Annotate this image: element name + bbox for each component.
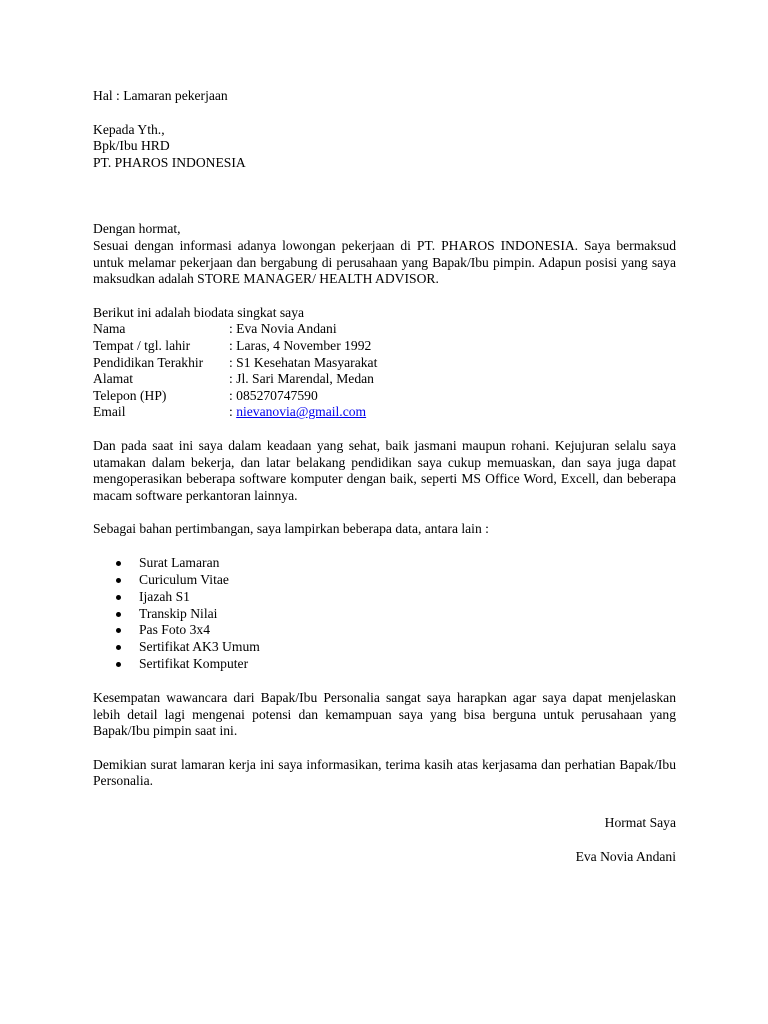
sign-off: Hormat Saya (604, 815, 676, 831)
list-item (93, 656, 676, 673)
list-item (93, 639, 676, 656)
biodata-label: Email (93, 404, 126, 420)
biodata-label: Alamat (93, 371, 134, 387)
biodata-value: : 085270747590 (229, 387, 318, 403)
biodata-value: : Eva Novia Andani (229, 321, 337, 337)
bullet-icon (116, 645, 121, 650)
biodata-label: Nama (93, 321, 126, 337)
interview-paragraph: Kesempatan wawancara dari Bapak/Ibu Personalia sangat saya harapkan agar saya dapat menjelaskan lebih detail lagi mengenai potensi dan kemampuan saya yang bisa berguna untuk perusahaan yang Bapak/Ibu pimpin saat ini. (93, 690, 676, 739)
biodata-row (93, 388, 676, 405)
bullet-icon (116, 612, 121, 617)
biodata-row (93, 371, 676, 388)
biodata-value: : Laras, 4 November 1992 (229, 337, 372, 353)
list-item (93, 572, 676, 589)
attachments-list (93, 555, 676, 673)
list-item-label: Sertifikat AK3 Umum (139, 639, 260, 655)
bullet-icon (116, 628, 121, 633)
bullet-icon (116, 595, 121, 600)
biodata-row (93, 355, 676, 372)
list-item (93, 606, 676, 623)
bullet-icon (116, 578, 121, 583)
biodata-row (93, 338, 676, 355)
list-item-label: Pas Foto 3x4 (139, 622, 211, 638)
list-item-label: Curiculum Vitae (139, 571, 229, 587)
biodata-row-email (93, 404, 676, 421)
bullet-icon (116, 561, 121, 566)
email-link[interactable]: nievanovia@gmail.com (236, 404, 367, 420)
biodata-label: Pendidikan Terakhir (93, 354, 204, 370)
biodata-heading: Berikut ini adalah biodata singkat saya (93, 304, 305, 320)
signature-name: Eva Novia Andani (575, 848, 676, 864)
list-item-label: Sertifikat Komputer (139, 656, 249, 672)
biodata-value (229, 404, 366, 421)
biodata-section (93, 305, 676, 421)
recipient-line: Bpk/Ibu HRD (93, 138, 170, 154)
biodata-value: : Jl. Sari Marendal, Medan (229, 371, 374, 387)
biodata-value: : S1 Kesehatan Masyarakat (229, 354, 378, 370)
greeting: Dengan hormat, (93, 221, 181, 237)
list-item (93, 555, 676, 572)
attachments-intro: Sebagai bahan pertimbangan, saya lampirkan beberapa data, antara lain : (93, 521, 489, 537)
biodata-label: Telepon (HP) (93, 387, 167, 403)
recipient-company: PT. PHAROS INDONESIA (93, 154, 246, 170)
closing-paragraph: Demikian surat lamaran kerja ini saya informasikan, terima kasih atas kerjasama dan perhatian Bapak/Ibu Personalia. (93, 756, 676, 789)
list-item-label: Transkip Nilai (139, 605, 218, 621)
bullet-icon (116, 662, 121, 667)
recipient-line: Kepada Yth., (93, 121, 165, 137)
letter-body (93, 88, 676, 865)
list-item (93, 622, 676, 639)
list-item-label: Surat Lamaran (139, 554, 220, 570)
biodata-table (93, 321, 676, 404)
skills-paragraph: Dan pada saat ini saya dalam keadaan yang sehat, baik jasmani maupun rohani. Kejujuran selalu saya utamakan dalam bekerja, dan latar belakang pendidikan saya cukup memuaskan, dan saya juga dapat mengoperasikan beberapa software komputer dengan baik, seperti MS Office Word, Excell, dan beberapa macam software perkantoran lainnya. (93, 437, 676, 503)
biodata-row (93, 321, 676, 338)
list-item (93, 589, 676, 606)
email-separator: : (229, 404, 233, 420)
biodata-label: Tempat / tgl. lahir (93, 337, 191, 353)
recipient-block (93, 122, 676, 172)
subject-line: Hal : Lamaran pekerjaan (93, 88, 228, 103)
list-item-label: Ijazah S1 (139, 588, 190, 604)
intro-paragraph: Sesuai dengan informasi adanya lowongan pekerjaan di PT. PHAROS INDONESIA. Saya bermaksud untuk melamar pekerjaan dan bergabung di perusahaan yang Bapak/Ibu pimpin. Adapun posisi yang saya maksudkan adalah STORE MANAGER/ HEALTH ADVISOR. (93, 237, 676, 287)
